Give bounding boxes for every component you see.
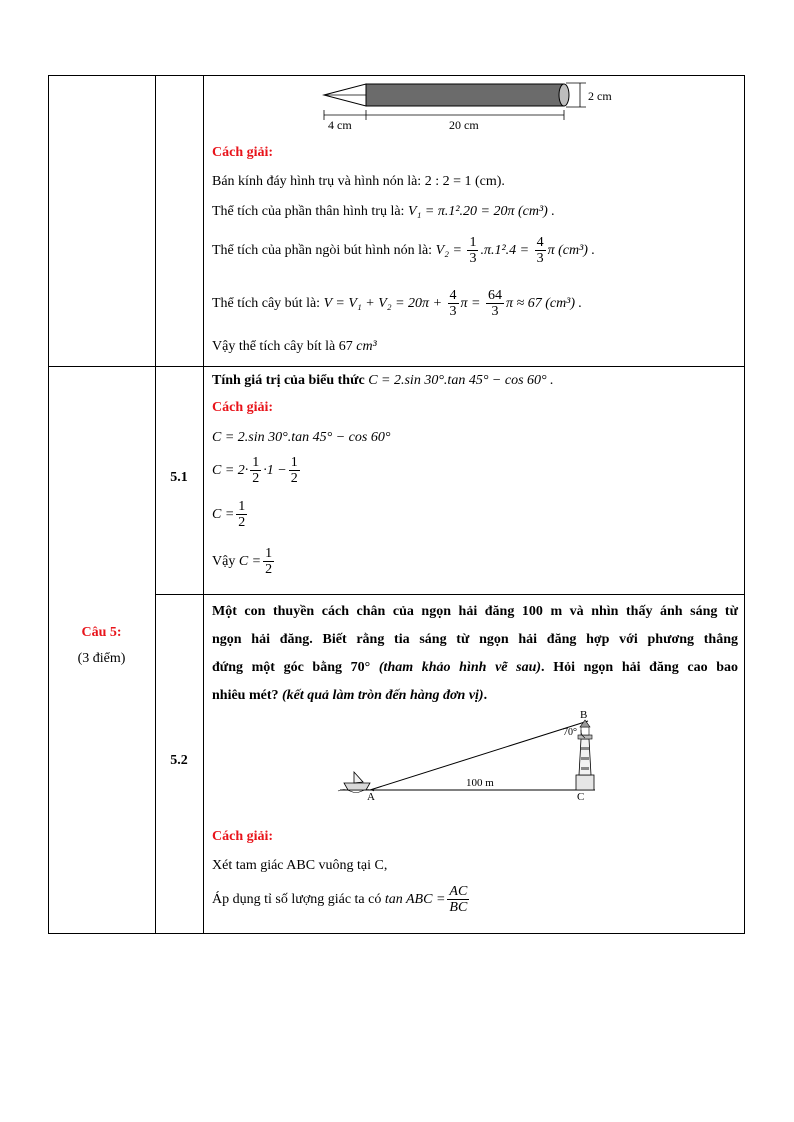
step3-frac-den: 2 <box>238 515 246 531</box>
pen-end-cap <box>559 84 569 106</box>
total-frac2-den: 3 <box>491 304 499 320</box>
part-5-2-line-2-text: Áp dụng tỉ số lượng giác ta có <box>212 892 385 908</box>
prompt-line-4-a: nhiêu mét? <box>212 688 282 703</box>
question-points: (3 điểm) <box>77 651 126 666</box>
figure-label-b: B <box>580 709 588 721</box>
cone-fraction-1 <box>467 235 478 267</box>
pen-solution-radius: Bán kính đáy hình trụ và hình nón là: 2 : 2 = 1 (cm). <box>212 174 505 189</box>
table-border-bottom <box>48 933 745 934</box>
part-5-1-conclusion <box>212 546 276 578</box>
figure-angle: 70° <box>563 727 577 738</box>
col-divider-1 <box>155 75 156 934</box>
part-5-1-number: 5.1 <box>170 470 188 485</box>
table-border-top <box>48 75 745 76</box>
cone-formula-mid: .π.1².4 = <box>480 243 530 259</box>
part-5-2-prompt <box>212 598 738 710</box>
prompt-line-3-b: (tham khảo hình vẽ sau) <box>378 660 542 675</box>
figure-label-a: A <box>367 791 375 803</box>
pen-dim-cone: 4 cm <box>328 118 352 132</box>
figure-label-c: C <box>577 791 585 803</box>
step2-frac2-num: 1 <box>290 455 298 470</box>
cone-frac1-den: 3 <box>469 251 477 267</box>
total-fraction-1 <box>448 288 459 320</box>
figure-distance: 100 m <box>466 777 494 789</box>
pen-body <box>366 84 564 106</box>
step2-frac1-den: 2 <box>252 471 260 487</box>
total-text: Thể tích cây bút là: <box>212 296 324 312</box>
prompt-line-2: ngọn hải đăng. Biết rằng tia sáng từ ngọn hải đăng hợp với phương thẳng <box>212 632 738 647</box>
cylinder-text: Thể tích của phần thân hình trụ là: <box>212 204 408 219</box>
part-5-2-line-2-formula: tan ABC = <box>384 892 446 908</box>
part-5-2-line-2 <box>212 884 471 916</box>
step3-start: C = <box>212 507 235 523</box>
pen-dim-body: 20 cm <box>449 118 479 132</box>
question-label: Câu 5: <box>81 625 122 640</box>
tan-frac-num: AC <box>449 884 468 899</box>
table-border-left <box>48 75 49 934</box>
step3-frac-num: 1 <box>238 499 246 514</box>
step2-frac1-num: 1 <box>252 455 260 470</box>
step2-start: C = 2· <box>212 463 249 479</box>
prompt-line-3 <box>212 654 738 682</box>
row-divider-1 <box>48 366 745 367</box>
part-5-1-conclusion-formula: C = <box>238 554 262 570</box>
cone-frac1-num: 1 <box>469 235 477 250</box>
prompt-line-1: Một con thuyền cách chân của ngọn hải đăng 100 m và nhìn thấy ánh sáng từ <box>212 604 738 619</box>
step3-fraction <box>236 499 247 531</box>
step2-fraction-1 <box>250 455 261 487</box>
conclusion-frac-num: 1 <box>265 546 273 561</box>
cone-frac2-den: 3 <box>536 251 544 267</box>
cone-formula-start: V₂ = <box>435 243 462 259</box>
lighthouse-figure <box>330 705 610 805</box>
pen-solution-conclusion <box>212 339 377 355</box>
total-frac1-num: 4 <box>449 288 457 303</box>
pen-solution-cylinder <box>212 204 555 220</box>
tan-fraction <box>447 884 469 916</box>
prompt-line-3-c: . Hỏi ngọn hải đăng cao bao <box>541 660 738 675</box>
cone-text: Thể tích của phần ngòi bút hình nón là: <box>212 243 436 259</box>
step2-fraction-2 <box>289 455 300 487</box>
pen-dim-height: 2 cm <box>588 89 612 103</box>
part-5-1-prompt-text: Tính giá trị của biểu thức <box>212 373 369 388</box>
total-formula-start: V = V₁ + V₂ = 20π + <box>323 296 443 312</box>
conclusion-text: Vậy thể tích cây bít là 67 <box>212 339 357 354</box>
part-5-1-conclusion-fraction <box>263 546 274 578</box>
cone-formula-end: π (cm³) . <box>547 243 595 259</box>
table-border-right <box>744 75 745 934</box>
conclusion-unit: cm³ <box>356 339 377 354</box>
step2-frac2-den: 2 <box>290 471 298 487</box>
part-5-1-heading: Cách giải: <box>212 400 274 415</box>
pen-solution-total <box>212 288 582 320</box>
pen-solution-heading: Cách giải: <box>212 145 274 160</box>
pen-solution-cone <box>212 235 595 267</box>
prompt-line-4-c: . <box>483 688 488 703</box>
part-5-1-step-2 <box>212 455 302 487</box>
total-formula-end: π ≈ 67 (cm³) . <box>506 296 583 312</box>
part-5-1-prompt-formula: C = 2.sin 30°.tan 45° − cos 60° . <box>368 373 554 388</box>
prompt-line-3-a: đứng một góc bằng 70° <box>212 660 379 675</box>
row-divider-2 <box>155 594 745 595</box>
total-formula-mid: π = <box>460 296 481 312</box>
part-5-2-heading: Cách giải: <box>212 829 274 844</box>
part-5-2-line-1: Xét tam giác ABC vuông tại C, <box>212 858 388 873</box>
tan-frac-den: BC <box>449 900 468 916</box>
part-5-1-prompt <box>212 373 554 389</box>
prompt-line-4-b: (kết quả làm tròn đến hàng đơn vị) <box>282 688 484 703</box>
total-frac1-den: 3 <box>449 304 457 320</box>
part-5-2-number: 5.2 <box>170 753 188 768</box>
col-divider-2 <box>203 75 204 934</box>
step2-mid: ·1 − <box>263 463 287 479</box>
total-frac2-num: 64 <box>488 288 502 303</box>
part-5-1-step-3 <box>212 499 249 531</box>
cylinder-formula: V₁ = π.1².20 = 20π (cm³) . <box>407 204 555 219</box>
part-5-1-conclusion-text: Vậy <box>212 554 239 570</box>
total-fraction-2 <box>486 288 504 320</box>
cone-fraction-2 <box>535 235 546 267</box>
part-5-1-step-1: C = 2.sin 30°.tan 45° − cos 60° <box>212 430 391 445</box>
conclusion-frac-den: 2 <box>265 562 273 578</box>
cone-frac2-num: 4 <box>536 235 544 250</box>
